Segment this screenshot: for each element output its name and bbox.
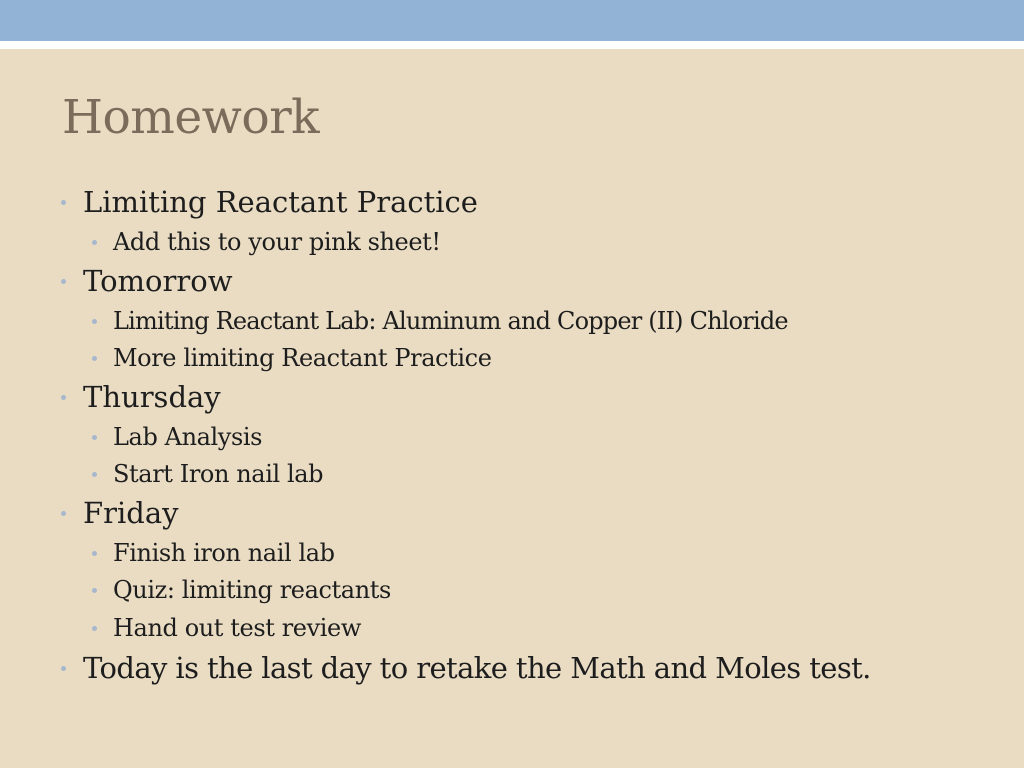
- list-item: [60, 340, 1000, 378]
- bullet-dot-icon: [92, 435, 97, 440]
- item-text: Start Iron nail lab: [113, 460, 324, 488]
- bullet-dot-icon: [92, 240, 97, 245]
- item-text: Hand out test review: [113, 613, 361, 642]
- bullet-dot-icon: [61, 666, 66, 671]
- bullet-dot-icon: [92, 626, 97, 631]
- item-text: Quiz: limiting reactants: [113, 576, 391, 604]
- item-text: Today is the last day to retake the Math and Moles test.: [83, 651, 871, 685]
- list-item: [60, 378, 1000, 419]
- bullet-dot-icon: [92, 588, 97, 593]
- item-text: Lab Analysis: [113, 422, 263, 451]
- item-text: Friday: [83, 495, 179, 530]
- bullet-dot-icon: [61, 395, 66, 400]
- bullet-dot-icon: [92, 356, 97, 361]
- list-item: [60, 535, 1000, 573]
- list-item: [60, 224, 1000, 262]
- list-item: [60, 610, 1000, 648]
- bullet-dot-icon: [61, 200, 66, 205]
- list-item: [60, 183, 1000, 224]
- homework-list: [60, 183, 1000, 690]
- list-item: [60, 419, 1000, 457]
- bullet-dot-icon: [92, 319, 97, 324]
- slide-title: Homework: [62, 90, 320, 145]
- list-item: [60, 494, 1000, 535]
- item-text: Tomorrow: [83, 263, 233, 298]
- list-item: [60, 572, 1000, 610]
- item-text: Add this to your pink sheet!: [113, 228, 441, 256]
- bullet-dot-icon: [92, 472, 97, 477]
- bullet-dot-icon: [92, 551, 97, 556]
- item-text: Limiting Reactant Practice: [83, 185, 478, 219]
- item-text: Limiting Reactant Lab: Aluminum and Copper (II) Chloride: [113, 306, 788, 335]
- bullet-dot-icon: [61, 511, 66, 516]
- list-item: [60, 649, 1000, 690]
- item-text: Thursday: [83, 379, 221, 414]
- header-stripe: [0, 41, 1024, 49]
- header-band: [0, 0, 1024, 41]
- item-text: More limiting Reactant Practice: [113, 344, 492, 372]
- list-item: [60, 303, 1000, 341]
- list-item: [60, 456, 1000, 494]
- list-item: [60, 262, 1000, 303]
- item-text: Finish iron nail lab: [113, 538, 335, 567]
- bullet-dot-icon: [61, 279, 66, 284]
